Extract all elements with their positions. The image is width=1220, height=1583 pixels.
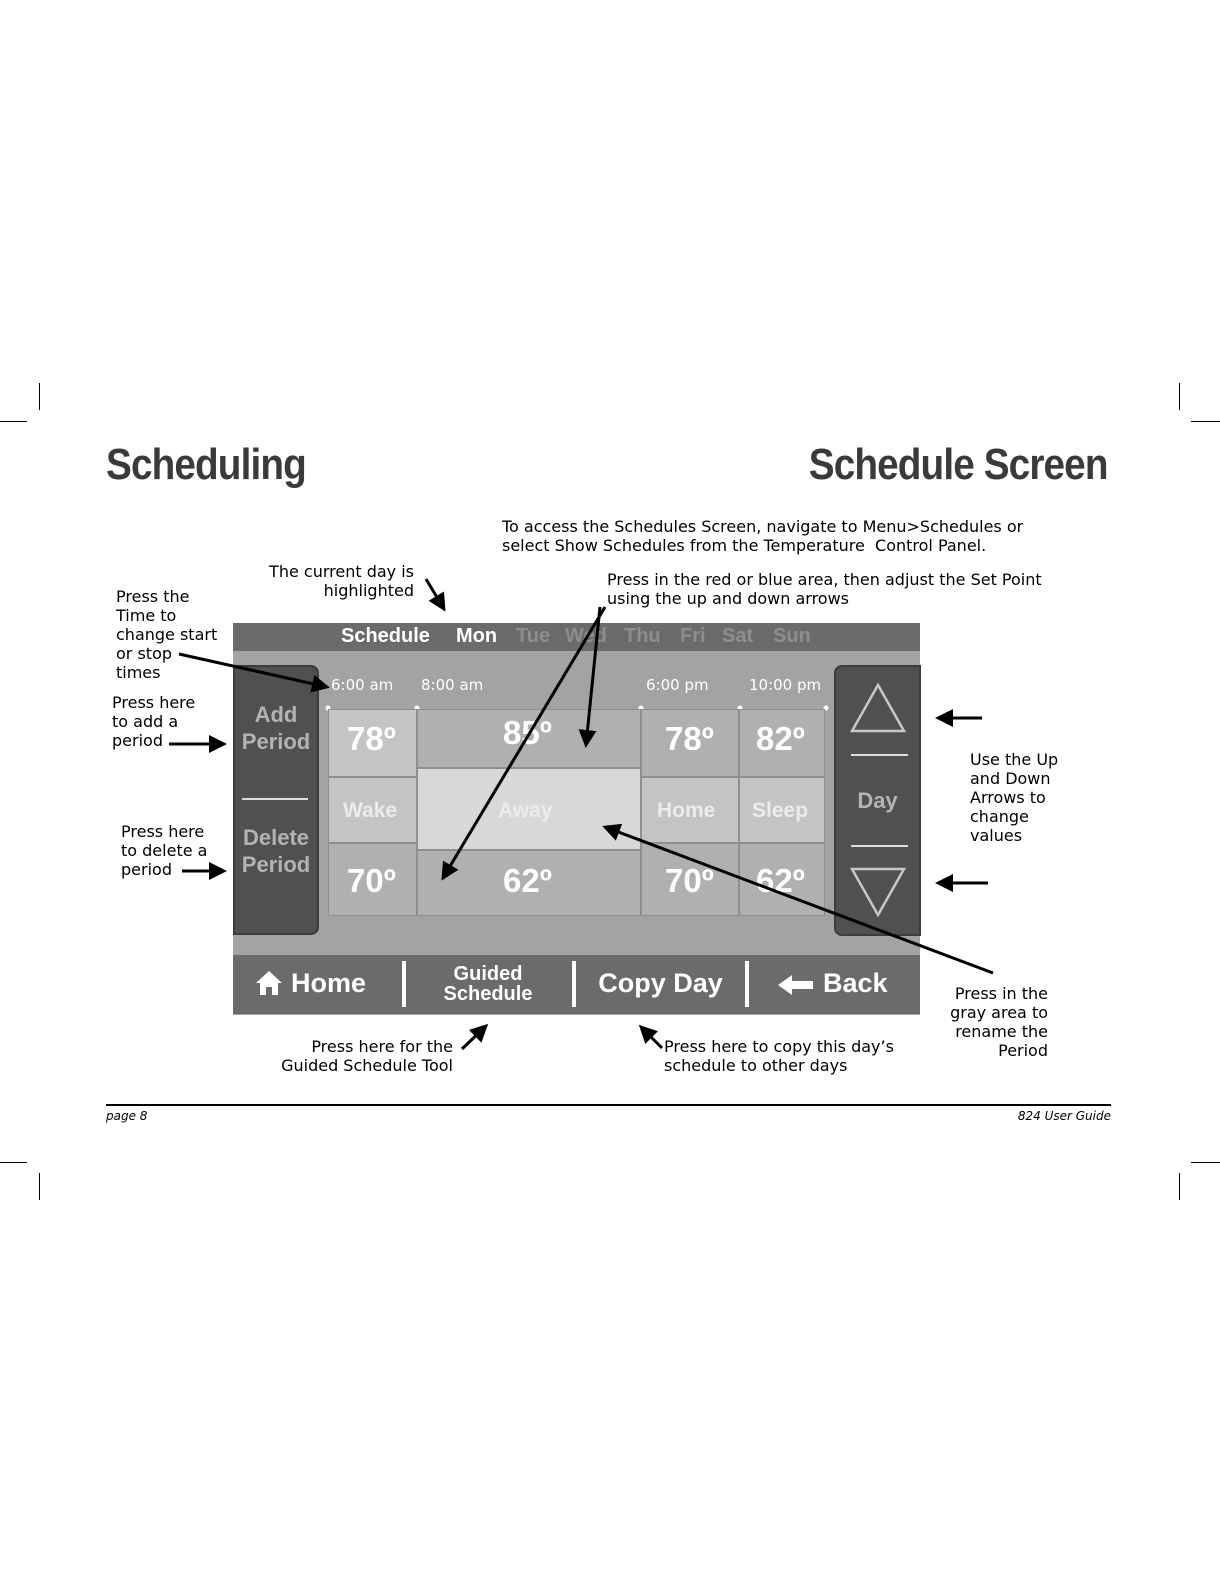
add-period-label-1: Add	[254, 702, 298, 727]
day-tab-thu[interactable]: Thu	[624, 625, 661, 647]
schedule-label: Schedule	[341, 625, 430, 647]
day-tab-tue[interactable]: Tue	[516, 625, 551, 647]
copy-note: Press here to copy this day’s schedule to other days	[664, 1037, 894, 1075]
guided-label-1: Guided	[453, 963, 523, 985]
guided-note: Press here for the Guided Schedule Tool	[281, 1037, 453, 1075]
delete-period-label-2: Period	[241, 852, 311, 877]
away-cool-value: 85º	[503, 714, 552, 751]
sleep-cool-value: 82º	[756, 720, 805, 757]
time-note: Press the Time to change start or stop times	[116, 587, 218, 682]
day-tab-mon[interactable]: Mon	[456, 625, 498, 647]
sleep-heat-value: 62º	[756, 862, 805, 899]
wake-cool-value: 78º	[347, 720, 396, 757]
home-cool-value: 78º	[665, 720, 714, 757]
page-number: page 8	[106, 1109, 148, 1123]
current-day-note: The current day is highlighted	[269, 562, 414, 600]
section-title: Scheduling	[106, 440, 306, 489]
wake-period-name: Wake	[343, 799, 398, 822]
add-period-label-2: Period	[241, 729, 311, 754]
day-tab-fri[interactable]: Fri	[680, 625, 706, 647]
rename-note: Press in the gray area to rename the Period	[950, 984, 1048, 1060]
home-button-label: Home	[291, 968, 367, 998]
back-button-label: Back	[823, 968, 888, 998]
day-tab-wed[interactable]: Wed	[565, 625, 607, 647]
home-heat-value: 70º	[665, 862, 714, 899]
period-start-time[interactable]: 6:00 pm	[646, 676, 709, 694]
period-start-time[interactable]: 6:00 am	[331, 676, 394, 694]
arrows-note: Use the Up and Down Arrows to change values	[970, 750, 1059, 845]
delete-period-label-1: Delete	[242, 825, 310, 850]
footer-rule	[106, 1104, 1111, 1106]
guided-label-2: Schedule	[443, 983, 533, 1005]
wake-heat-value: 70º	[347, 862, 396, 899]
home-period-name: Home	[657, 799, 716, 822]
copy-day-button[interactable]: Copy Day	[598, 968, 723, 998]
away-heat-value: 62º	[503, 862, 552, 899]
page-title: Schedule Screen	[809, 440, 1108, 489]
day-label: Day	[857, 788, 898, 813]
guide-name: 824 User Guide	[1017, 1109, 1111, 1123]
set-point-note: Press in the red or blue area, then adjust the Set Point using the up and down arrows	[607, 570, 1042, 608]
day-tab-sun[interactable]: Sun	[773, 625, 811, 647]
period-start-time[interactable]: 10:00 pm	[749, 676, 822, 694]
delete-period-note: Press here to delete a period	[121, 822, 208, 879]
day-tab-sat[interactable]: Sat	[722, 625, 754, 647]
away-period-name: Away	[498, 799, 553, 822]
sleep-period-name: Sleep	[752, 799, 809, 822]
add-period-note: Press here to add a period	[112, 693, 196, 750]
period-start-time[interactable]: 8:00 am	[421, 676, 484, 694]
access-note: To access the Schedules Screen, navigate to Menu>Schedules or select Show Schedules from the Temperature Control Panel.	[502, 517, 1024, 555]
